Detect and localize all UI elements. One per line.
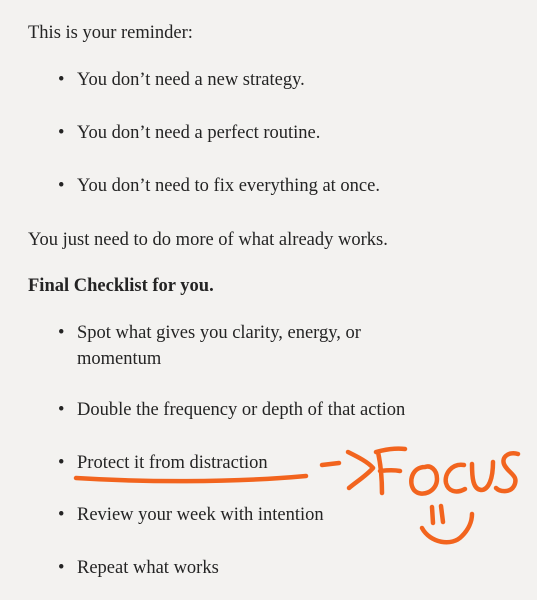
intro-text: This is your reminder:	[28, 23, 193, 43]
reminder-item	[58, 67, 498, 93]
reminder-text: You don’t need to fix everything at once.	[77, 176, 380, 196]
checklist-heading: Final Checklist for you.	[28, 276, 214, 296]
bullet-marker: •	[58, 70, 65, 90]
reminder-text: You don’t need a perfect routine.	[77, 123, 321, 143]
annotation-letter-s	[496, 453, 518, 491]
checklist-item	[58, 450, 498, 476]
bullet-marker: •	[58, 323, 65, 343]
reminder-item	[58, 120, 498, 146]
checklist-text: Protect it from distraction	[77, 453, 268, 473]
checklist-text: Review your week with intention	[77, 505, 324, 525]
checklist-text: Repeat what works	[77, 558, 219, 578]
checklist-text: Spot what gives you clarity, energy, or momentum	[77, 323, 361, 369]
closing-text: You just need to do more of what already works.	[28, 230, 388, 250]
annotation-underline	[76, 476, 306, 481]
bullet-marker: •	[58, 453, 65, 473]
checklist-item	[58, 397, 498, 423]
checklist-item	[58, 502, 498, 528]
bullet-marker: •	[58, 505, 65, 525]
checklist-text: Double the frequency or depth of that action	[77, 400, 406, 420]
bullet-marker: •	[58, 176, 65, 196]
bullet-marker: •	[58, 123, 65, 143]
reminder-text: You don’t need a new strategy.	[77, 70, 305, 90]
reminder-item	[58, 173, 498, 199]
checklist-item	[58, 555, 498, 581]
bullet-marker: •	[58, 558, 65, 578]
bullet-marker: •	[58, 400, 65, 420]
checklist-item	[58, 320, 388, 372]
